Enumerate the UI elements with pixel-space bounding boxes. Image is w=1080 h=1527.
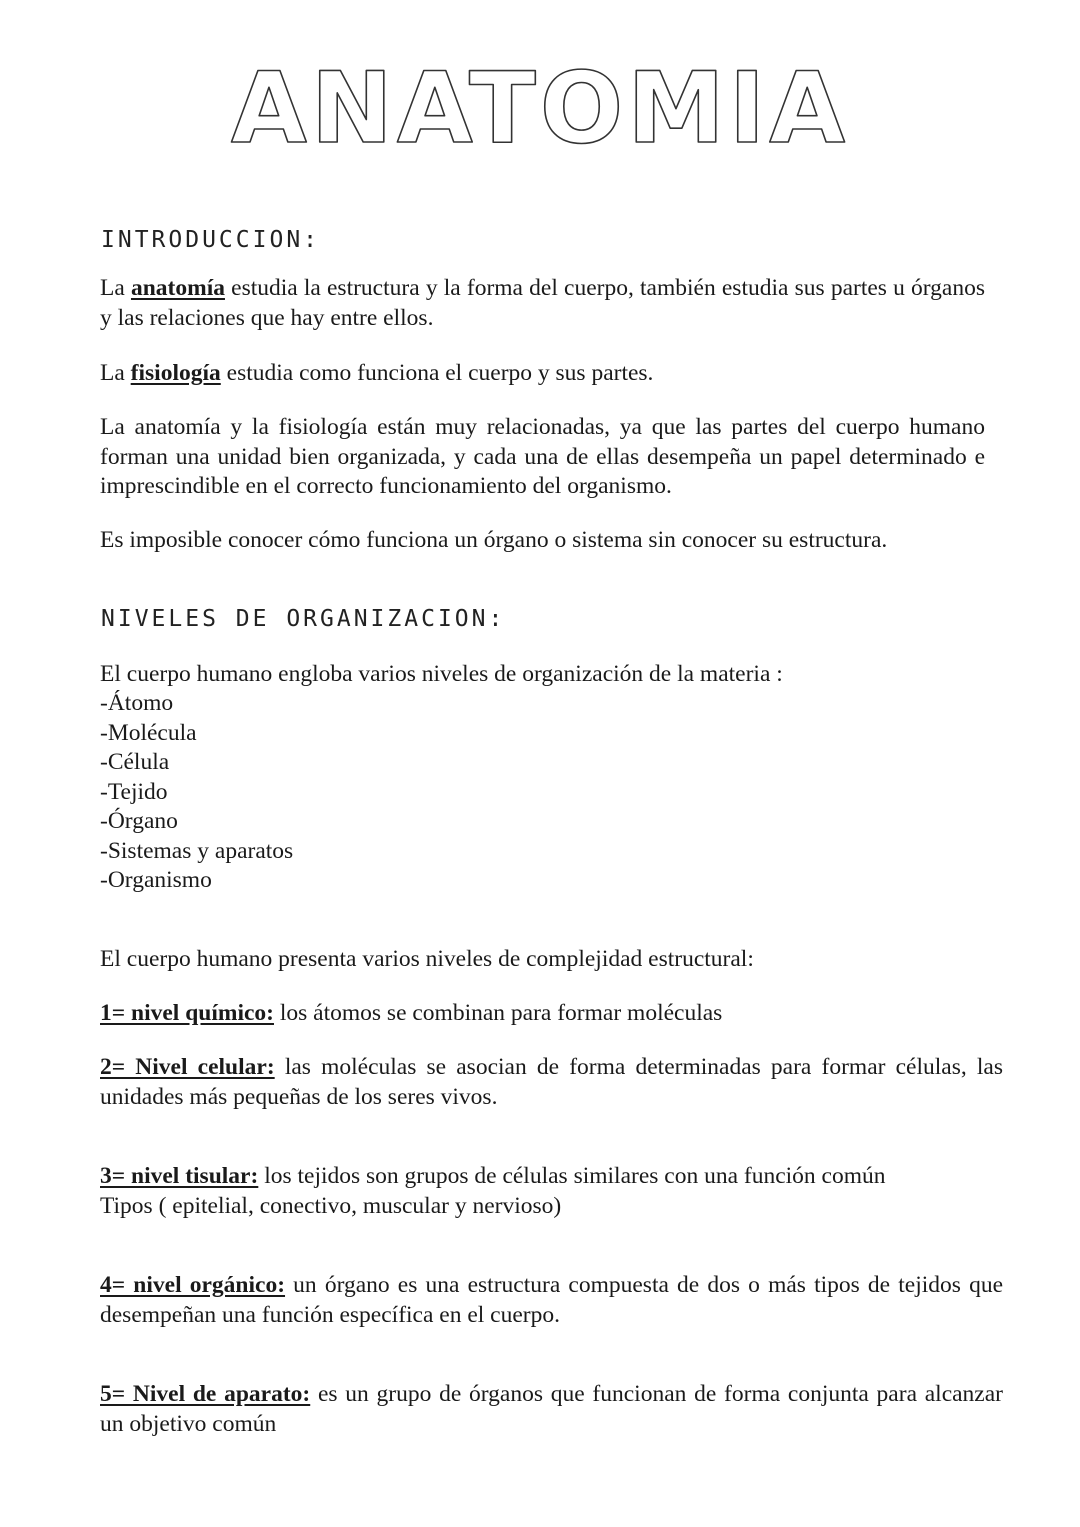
- list-item: -Tejido: [100, 778, 168, 805]
- paragraph-complejidad: El cuerpo humano presenta varios niveles de complejidad estructural:: [100, 946, 754, 972]
- list-item: -Organismo: [100, 867, 212, 893]
- paragraph-estructura: Es imposible conocer cómo funciona un órgano o sistema sin conocer su estructura.: [100, 527, 888, 553]
- level-celular: [100, 1053, 1003, 1112]
- level-organico: [100, 1271, 1003, 1330]
- paragraph-anatomia: [100, 274, 985, 333]
- list-item: -Molécula: [100, 719, 197, 746]
- heading-introduccion: INTRODUCCION:: [101, 227, 321, 253]
- level-text: un órgano es una estructura compuesta de dos o más tipos de tejidos que desempeñan una función específica en el cuerpo.: [100, 1272, 1003, 1328]
- paragraph-fisiologia: [100, 359, 985, 389]
- level-term: 4= nivel orgánico:: [100, 1272, 286, 1298]
- level-text: los átomos se combinan para formar moléculas: [273, 1000, 723, 1026]
- term-fisiologia: fisiología: [130, 360, 221, 386]
- list-item: -Célula: [100, 749, 170, 775]
- term-anatomia: anatomía: [130, 275, 225, 301]
- list-item: -Átomo: [100, 690, 174, 716]
- level-text: las moléculas se asocian de forma determinadas para formar células, las unidades más pequeñas de los seres vivos.: [100, 1054, 1003, 1110]
- text: estudia como funciona el cuerpo y sus partes.: [220, 360, 654, 386]
- text: La: [100, 360, 131, 386]
- paragraph-niveles-intro: El cuerpo humano engloba varios niveles de organización de la materia :: [100, 661, 783, 687]
- outlined-title-text: [230, 52, 850, 166]
- text: La: [100, 275, 131, 301]
- level-term: 3= nivel tisular:: [100, 1163, 259, 1189]
- level-text: los tejidos son grupos de células similares con una función común: [258, 1163, 886, 1189]
- level-extra: Tipos ( epitelial, conectivo, muscular y nervioso): [100, 1192, 562, 1219]
- text: estudia la estructura y la forma del cuerpo, también estudia sus partes u órganos y las relaciones que hay entre ellos.: [100, 275, 985, 331]
- niveles-list: [100, 689, 293, 896]
- title-text: ANATOMIA: [230, 52, 850, 166]
- level-tisular: [100, 1162, 1003, 1221]
- level-term: 1= nivel químico:: [100, 1000, 274, 1026]
- level-quimico: [100, 999, 1003, 1029]
- paragraph-relacion: La anatomía y la fisiología están muy relacionadas, ya que las partes del cuerpo humano forman una unidad bien organizada, y cada una de ellas desempeña un papel determinado e imprescindible en el correcto funcionamiento del organismo.: [100, 414, 985, 499]
- list-item: -Sistemas y aparatos: [100, 837, 294, 864]
- heading-niveles: NIVELES DE ORGANIZACION:: [101, 606, 506, 632]
- list-item: -Órgano: [100, 808, 178, 834]
- page-title: [0, 52, 1080, 166]
- level-term: 2= Nivel celular:: [100, 1054, 275, 1080]
- level-term: 5= Nivel de aparato:: [100, 1381, 311, 1407]
- level-aparato: [100, 1380, 1003, 1439]
- level-text: es un grupo de órganos que funcionan de forma conjunta para alcanzar un objetivo común: [100, 1381, 1003, 1437]
